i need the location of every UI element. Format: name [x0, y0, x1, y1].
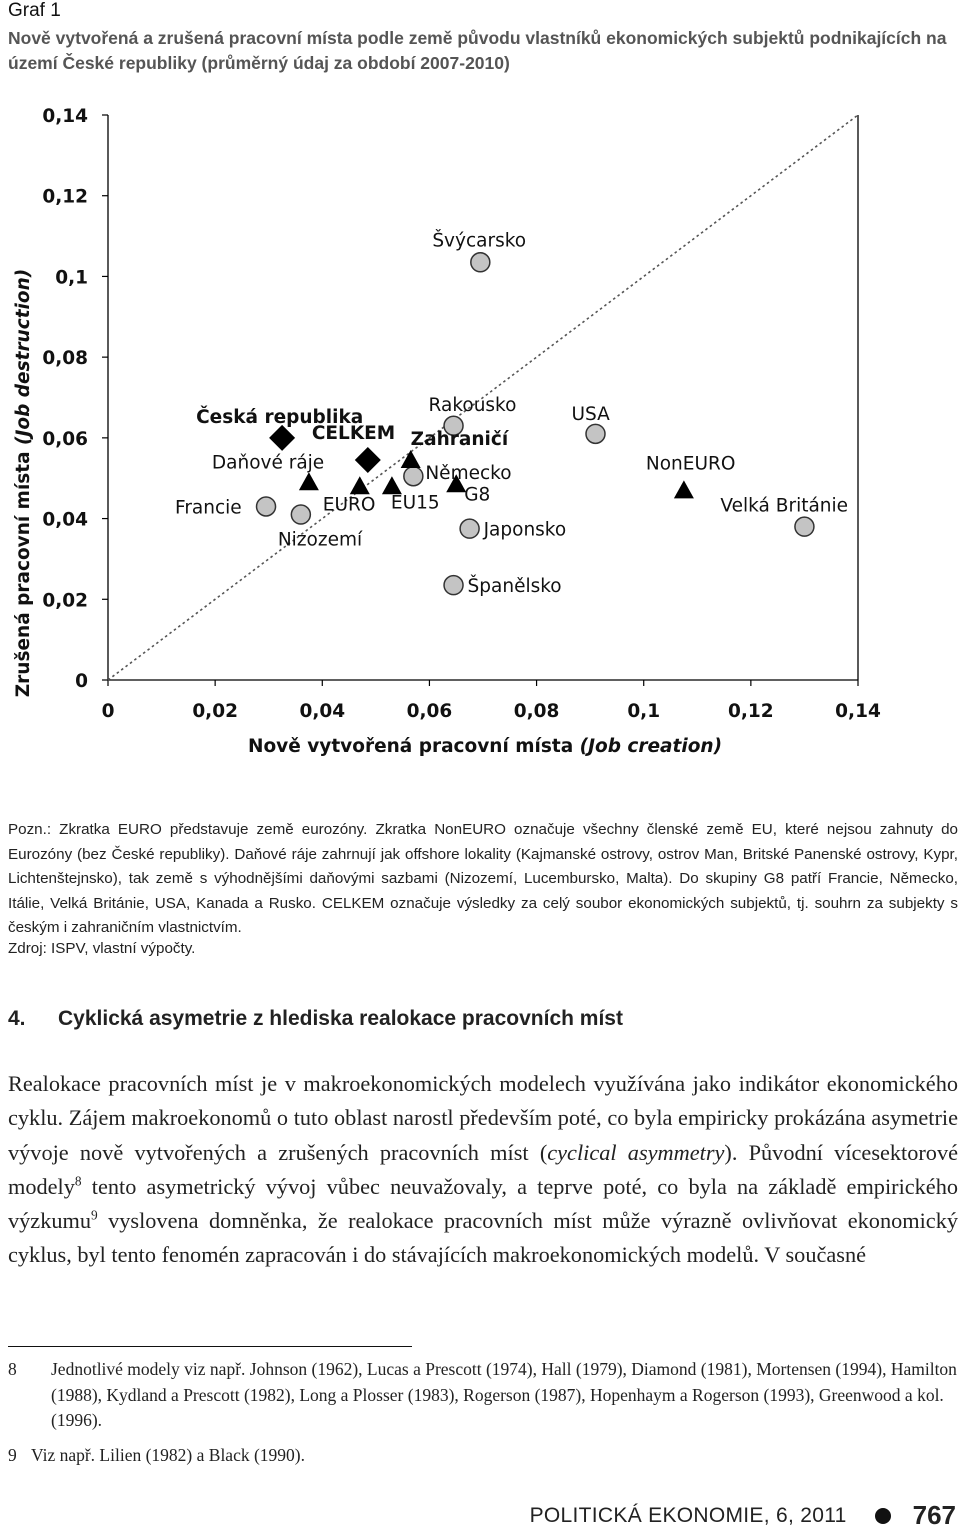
- figure-label: Graf 1: [8, 0, 61, 21]
- point-francie-marker: [257, 497, 276, 516]
- bullet-icon: [875, 1508, 891, 1524]
- footnote-ref-9[interactable]: 9: [90, 1207, 98, 1223]
- point-label-usa: USA: [571, 403, 610, 425]
- footnote-number: 8: [8, 1359, 17, 1379]
- point-label-ceska-republika: Česká republika: [196, 406, 364, 428]
- point-label-noneuro: NonEURO: [645, 453, 736, 475]
- point-spanelsko-marker: [444, 576, 463, 595]
- scatter-chart: [0, 90, 960, 770]
- x-tick-label: 0,14: [835, 701, 881, 722]
- point-label-velka-britanie: Velká Británie: [720, 495, 849, 517]
- y-tick-label: 0,08: [42, 348, 88, 370]
- point-nemecko-marker: [404, 467, 423, 486]
- y-tick-label: 0,1: [55, 267, 88, 289]
- point-usa-marker: [586, 424, 605, 443]
- point-label-zahranici: Zahraničí: [410, 429, 509, 451]
- point-danove-raje-marker: [299, 472, 319, 490]
- body-paragraph: Realokace pracovních míst je v makroekonomických modelech využívána jako indikátor ekonomického cyklu. Zájem makroekonomů o tuto oblast narostl především poté, co byla empiricky prokázána asymetrie vývoje nově vytvořených a zrušených pracovních míst (cyclical asymmetry). Původní vícesektorové modely$^8$ tento asymetrický vývoj vůbec neuvažovaly, a teprve poté, co byla na základě empirického výzkumu$^9$ vyslovena domněnka, že realokace pracovních míst může výrazně ovlivňovat ekonomický cyklus, byl tento fenomén zapracován i do stávajících makroekonomických modelů. V současné: [8, 1071, 959, 1268]
- point-noneuro-marker: [674, 480, 694, 498]
- footnote-number: 9: [8, 1445, 17, 1465]
- point-zahranici-marker: [401, 450, 421, 468]
- point-label-danove-raje: Daňové ráje: [211, 452, 325, 474]
- figure-title: Nově vytvořená a zrušená pracovní místa podle země původu vlastníků ekonomických subjektů podnikajících na území České republiky (průměrný údaj za období 2007-2010): [8, 28, 947, 73]
- chart-point-labels: [175, 229, 848, 597]
- figure-source: Zdroj: ISPV, vlastní výpočty.: [8, 940, 196, 957]
- point-label-spanelsko: Španělsko: [467, 576, 562, 598]
- x-axis-label: Nově vytvořená pracovní místa (Job creation): [247, 736, 723, 757]
- section-title: Cyklická asymetrie z hlediska realokace pracovních míst: [58, 1007, 623, 1030]
- y-tick-label: 0,06: [42, 428, 88, 450]
- x-tick-label: 0,1: [627, 701, 661, 722]
- footnote-divider: [8, 1346, 412, 1347]
- y-tick-label: 0,02: [42, 590, 88, 612]
- point-label-nemecko: Německo: [425, 463, 512, 485]
- footnote-text: Jednotlivé modely viz např. Johnson (1962), Lucas a Prescott (1974), Hall (1979), Diamond (1981), Mortensen (1994), Hamilton (1988), Kydland a Prescott (1982), Long a Plosser (1983), Rogerson (1987), Hopenhaym a Rogerson (1993), Greenwood a kol. (1996).: [51, 1359, 957, 1430]
- y-tick-label: 0,12: [42, 186, 88, 208]
- point-label-japonsko: Japonsko: [483, 519, 567, 541]
- chart-svg: [0, 90, 960, 770]
- point-ceska-republika-marker: [269, 425, 295, 451]
- x-tick-label: 0,12: [728, 701, 774, 722]
- point-japonsko-marker: [460, 519, 479, 538]
- y-tick-label: 0,04: [42, 509, 88, 531]
- journal-name: POLITICKÁ EKONOMIE, 6, 2011: [529, 1503, 847, 1527]
- point-label-nizozemi: Nizozemí: [277, 529, 363, 551]
- footnote-ref-8[interactable]: 8: [74, 1173, 82, 1189]
- section-heading: [8, 1007, 623, 1031]
- footnote-8: [8, 1357, 958, 1434]
- x-tick-label: 0: [101, 701, 115, 722]
- point-celkem-marker: [355, 447, 381, 473]
- y-axis-label: Zrušená pracovní místa (Job destruction): [13, 268, 34, 698]
- point-velka-britanie-marker: [795, 517, 814, 536]
- point-svycarsko-marker: [471, 253, 490, 272]
- page-footer: [530, 1500, 956, 1531]
- section-number: 4.: [8, 1007, 26, 1030]
- x-tick-label: 0,04: [299, 701, 346, 722]
- footnote-text: Viz např. Lilien (1982) a Black (1990).: [31, 1445, 306, 1465]
- point-label-g8: G8: [464, 484, 491, 506]
- y-tick-label: 0: [75, 671, 88, 692]
- point-label-rakousko: Rakousko: [428, 394, 517, 416]
- page-number: 767: [912, 1500, 956, 1530]
- x-tick-label: 0,06: [406, 701, 453, 722]
- point-label-euro: EURO: [322, 494, 376, 516]
- point-nizozemi-marker: [291, 505, 310, 524]
- x-tick-label: 0,02: [192, 701, 238, 722]
- point-label-eu15: EU15: [390, 492, 440, 514]
- figure-note: Pozn.: Zkratka EURO představuje země eurozóny. Zkratka NonEURO označuje všechny členské země EU, které nejsou zahnuty do Eurozóny (bez České republiky). Daňové ráje zahrnují jak offshore lokality (Kajmanské ostrovy, ostrov Man, Britské Panenské ostrovy, Kypr, Lichtenštejnsko), tak země s výhodnějšími daňovými sazbami (Nizozemí, Lucembursko, Malta). Do skupiny G8 patří Francie, Německo, Itálie, Velká Británie, USA, Kanada a Rusko. CELKEM označuje výsledky za celý soubor ekonomických subjektů, tj. souhrn za subjekty s českým i zahraničním vlastnictvím.: [8, 821, 958, 936]
- point-label-celkem: CELKEM: [311, 423, 396, 445]
- point-euro-marker: [350, 476, 370, 494]
- point-label-francie: Francie: [175, 497, 242, 519]
- point-label-svycarsko: Švýcarsko: [432, 230, 527, 252]
- x-tick-label: 0,08: [513, 701, 560, 722]
- footnote-9: [8, 1443, 958, 1469]
- y-tick-label: 0,14: [42, 106, 88, 127]
